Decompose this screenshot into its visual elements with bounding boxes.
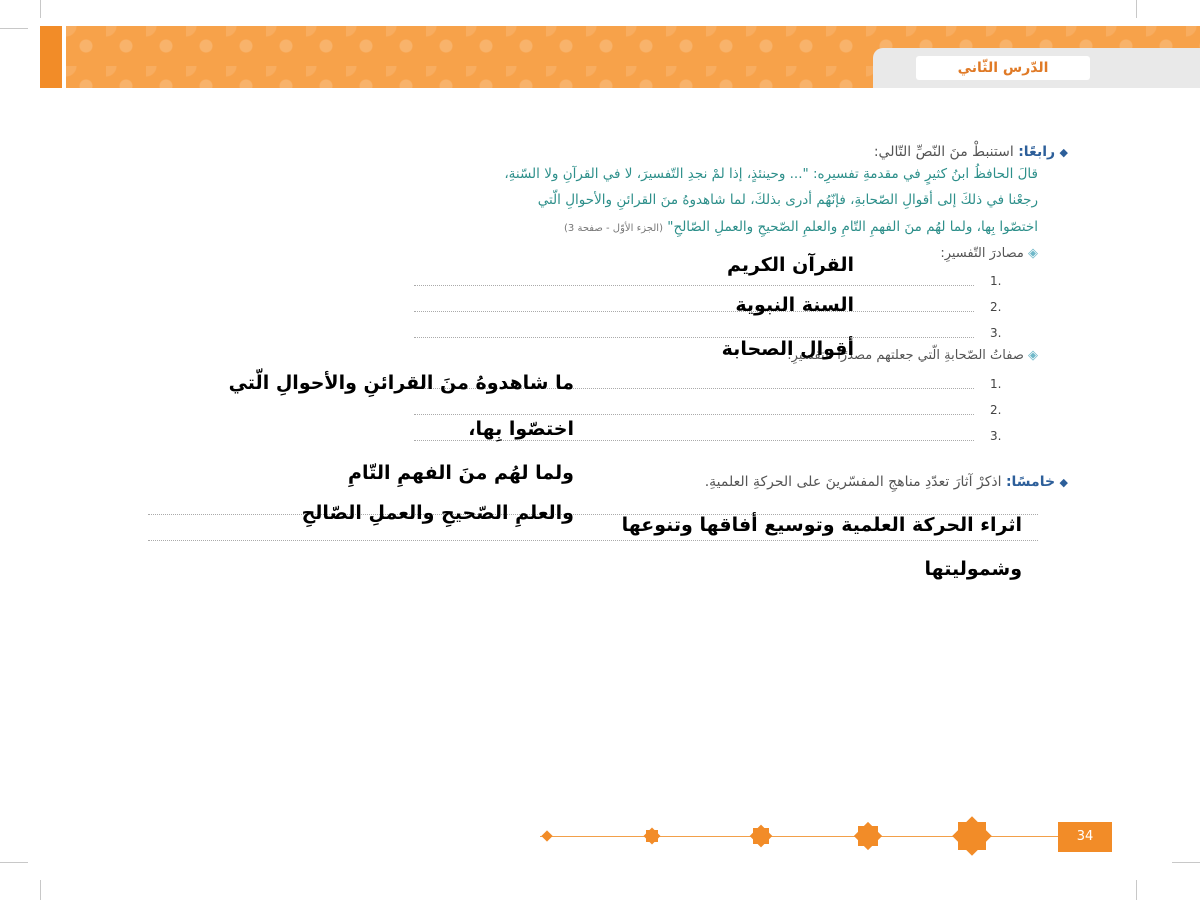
- item-number: 3.: [990, 429, 1002, 443]
- quote-line-3-row: [564, 219, 1038, 235]
- answer-trait-2: اختصّوا بِها،: [468, 418, 574, 440]
- item-number: 2.: [990, 403, 1002, 417]
- crop-mark: [1136, 880, 1137, 900]
- answer-source-2: السنة النبوية: [735, 294, 854, 316]
- footer-star: [858, 826, 878, 846]
- answer-effect-2: وشموليتها: [924, 558, 1022, 580]
- answer-line: [414, 440, 974, 441]
- item-number: 1.: [990, 377, 1002, 391]
- crop-mark: [40, 880, 41, 900]
- footer-star: [958, 822, 986, 850]
- page-number: 34: [1058, 822, 1112, 852]
- crop-mark: [40, 0, 41, 18]
- quote-line-1: قالَ الحافظُ ابنُ كثيرٍ في مقدمةِ تفسيرِه: "... وحينئذٍ، إذا لمْ نجدِ التّفسيرَ، لا في القرآنِ ولا السّنةِ،: [504, 166, 1038, 182]
- footer-star: [753, 828, 769, 844]
- section5-heading: [705, 474, 1068, 490]
- diamond-icon: ◈: [1028, 348, 1038, 363]
- answer-line: [414, 337, 974, 338]
- bullet-icon: ◆: [1059, 476, 1068, 489]
- section4-instruction: استنبطْ منَ النّصِّ التّالي:: [873, 144, 1014, 160]
- citation: (الجزء الأوّل - صفحة 3): [564, 223, 663, 234]
- answer-trait-3: ولما لهُم منَ الفهمِ التّامِ: [348, 462, 574, 484]
- answer-source-3: أقوال الصحابة: [721, 338, 854, 360]
- item-number: 3.: [990, 326, 1002, 340]
- section4-title: رابعًا:: [1018, 144, 1056, 160]
- section4-heading: [874, 144, 1068, 160]
- quote-line-3: اختصّوا بِها، ولما لهُم منَ الفهمِ التّامِ والعلمِ الصّحيحِ والعملِ الصّالحِ": [667, 219, 1038, 235]
- bullet-icon: ◆: [1059, 146, 1068, 159]
- section5-title: خامسًا:: [1005, 474, 1056, 490]
- crop-mark: [0, 28, 28, 29]
- diamond-icon: ◈: [1028, 246, 1038, 261]
- answer-trait-4: والعلمِ الصّحيحِ والعملِ الصّالحِ: [301, 502, 574, 524]
- sources-label-row: [940, 246, 1038, 261]
- footer-star: [541, 830, 552, 841]
- crop-mark: [1172, 862, 1200, 863]
- sources-label: مصادرَ التّفسيرِ:: [940, 246, 1024, 261]
- answer-source-1: القرآن الكريم: [726, 254, 854, 276]
- crop-mark: [0, 862, 28, 863]
- section5-instruction: اذكرْ آثارَ تعدّدِ مناهجِ المفسّرينَ على الحركةِ العلميةِ.: [704, 474, 1002, 490]
- lesson-label: الدّرس الثّاني: [916, 56, 1090, 80]
- quote-line-2: رجعْنا في ذلكَ إلى أقوالِ الصّحابةِ، فإنّهُم أدرى بذلكَ، لما شاهدوهُ منَ القرائنِ والأحوالِ الّتي: [537, 192, 1038, 208]
- answer-line: [414, 311, 974, 312]
- item-number: 1.: [990, 274, 1002, 288]
- answer-effect-1: اثراء الحركة العلمية وتوسيع أفاقها وتنوعها: [621, 514, 1022, 536]
- item-number: 2.: [990, 300, 1002, 314]
- answer-trait-1: ما شاهدوهُ منَ القرائنِ والأحوالِ الّتي: [228, 372, 574, 394]
- crop-mark: [1136, 0, 1137, 18]
- answer-line: [414, 414, 974, 415]
- answer-line: [148, 540, 1038, 541]
- header-band-edge: [40, 26, 62, 88]
- traits-label: صفاتُ الصّحابةِ الّتي جعلتهم مصدرًا للتفسيرِ:: [787, 348, 1024, 363]
- footer-star: [646, 830, 658, 842]
- answer-line: [414, 285, 974, 286]
